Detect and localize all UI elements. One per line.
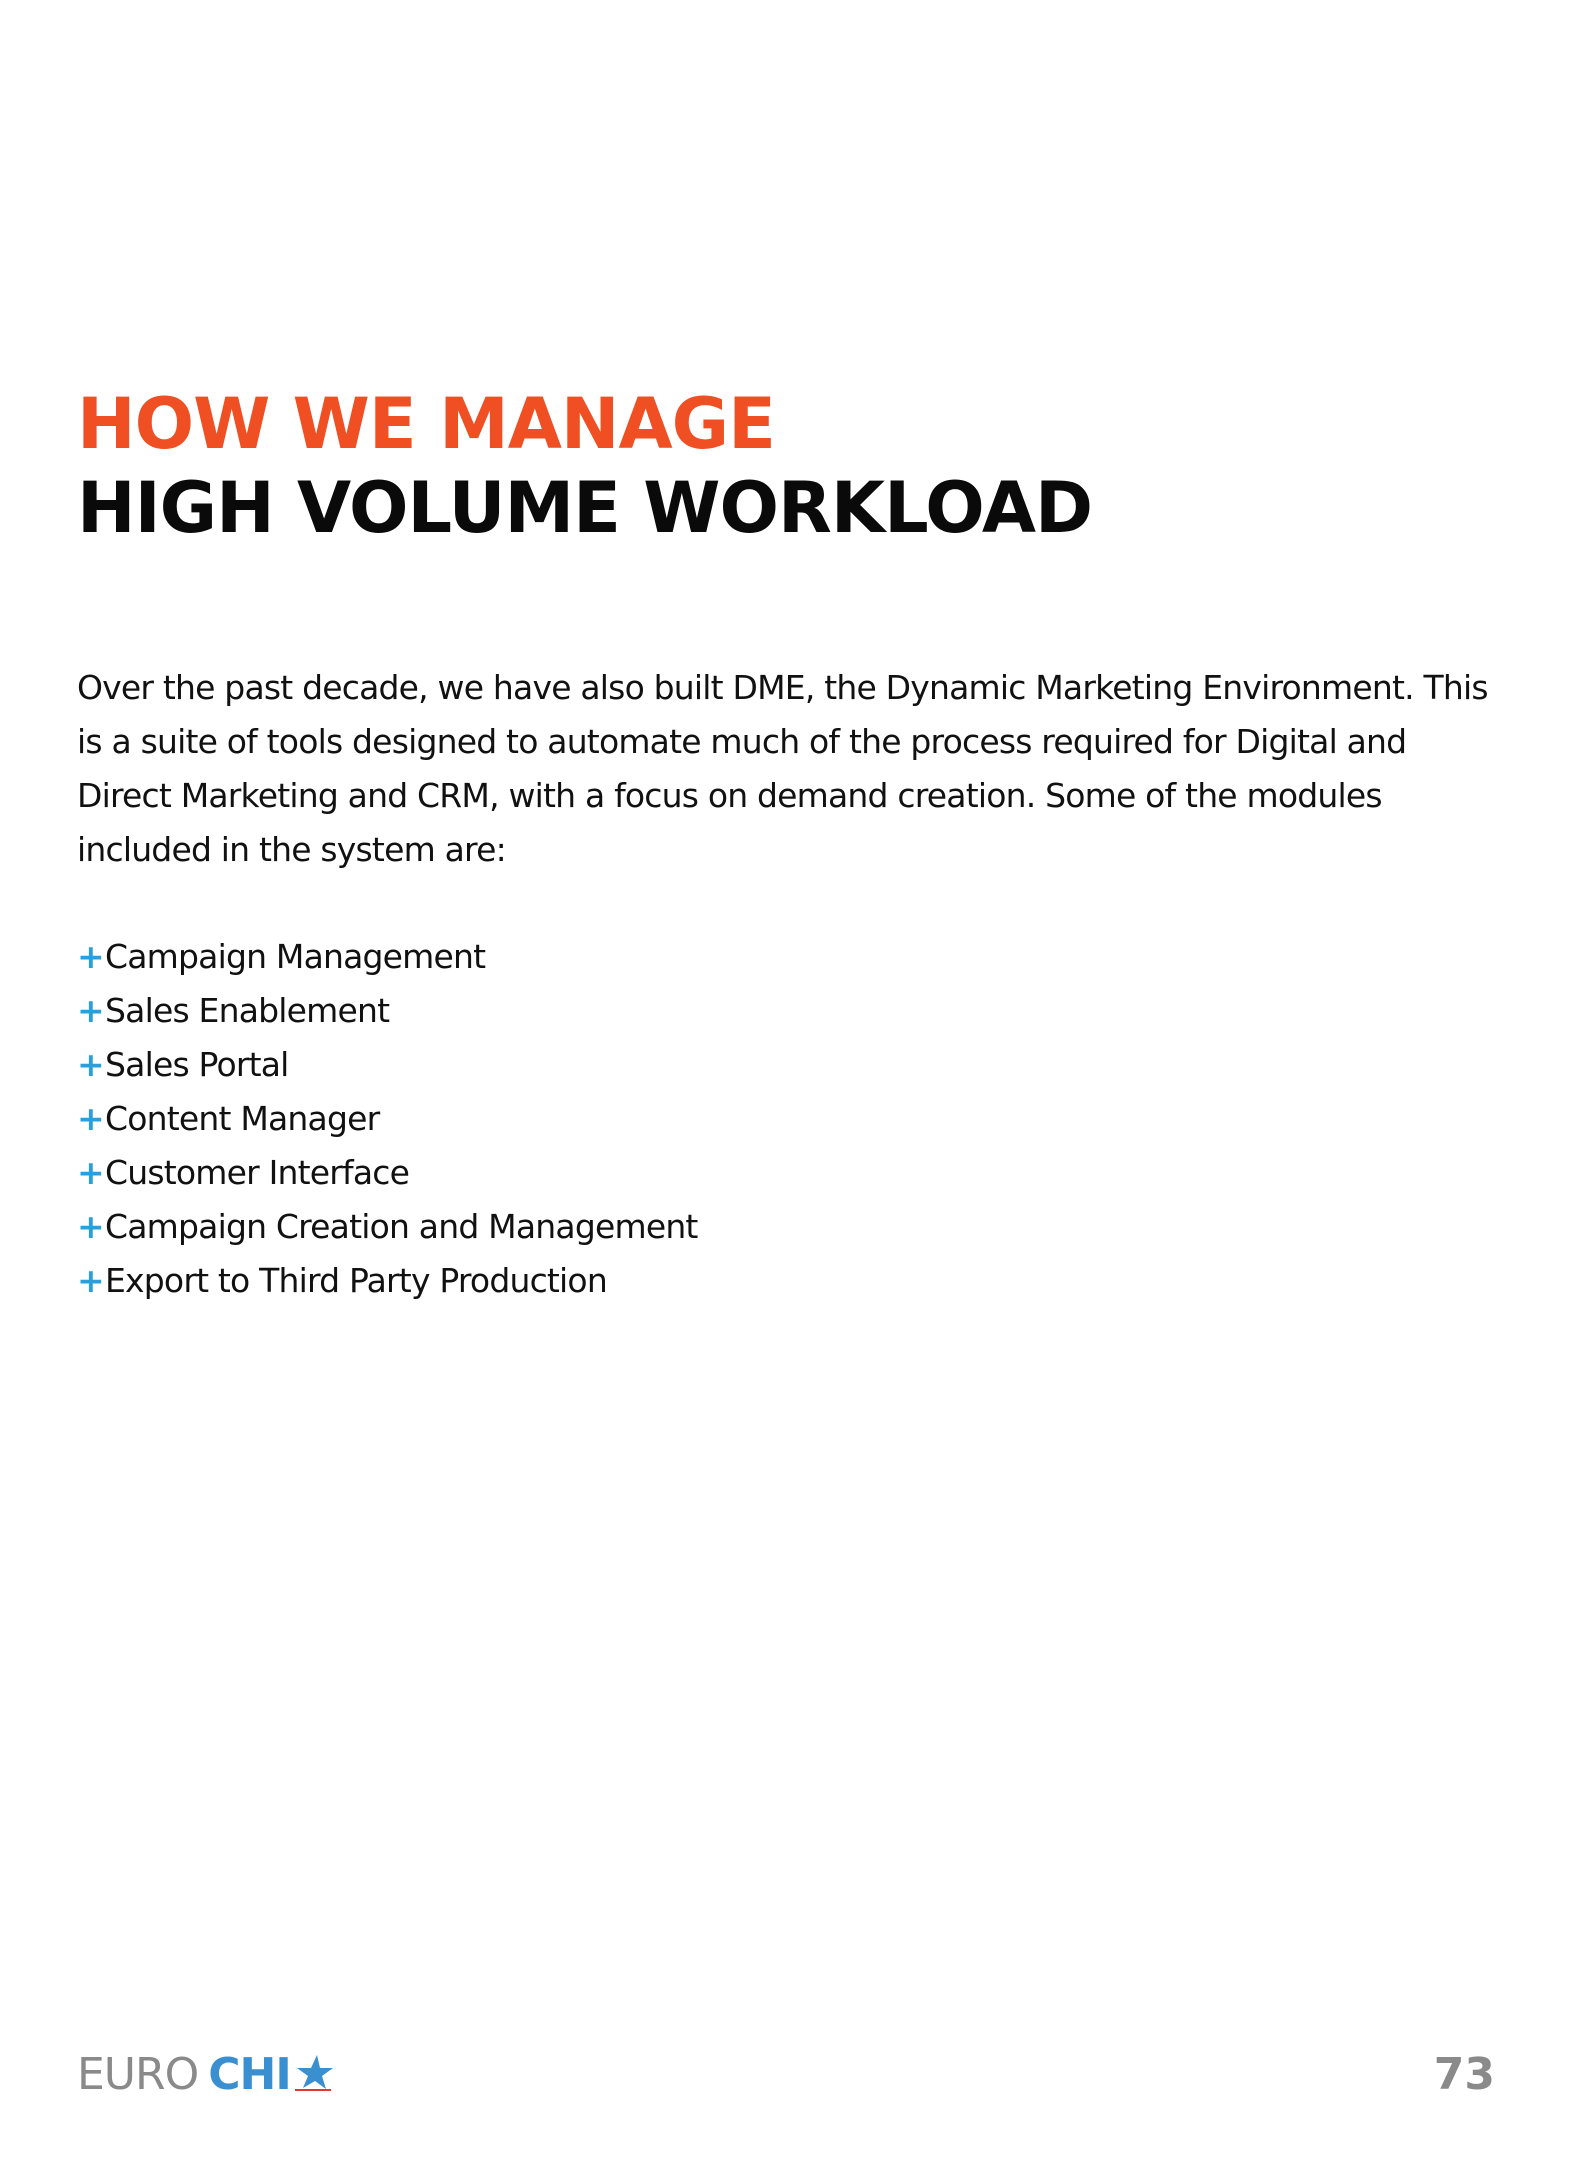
list-item bbox=[77, 1092, 698, 1146]
plus-icon: + bbox=[77, 1045, 104, 1084]
page-heading bbox=[77, 382, 1092, 550]
list-item-label: Sales Enablement bbox=[105, 991, 390, 1030]
plus-icon: + bbox=[77, 1153, 104, 1192]
list-item-label: Export to Third Party Production bbox=[105, 1261, 607, 1300]
star-icon bbox=[293, 2053, 335, 2093]
list-item bbox=[77, 1254, 698, 1308]
plus-icon: + bbox=[77, 1099, 104, 1138]
intro-paragraph: Over the past decade, we have also built DME, the Dynamic Marketing Environment. This is a suite of tools designed to automate much of the process required for Digital and Direct Marketing and CRM, with a focus on demand creation. Some of the modules included in the system are: bbox=[77, 668, 1488, 869]
page-number: 73 bbox=[1433, 2049, 1495, 2100]
list-item bbox=[77, 1200, 698, 1254]
logo-word-euro: EURO bbox=[77, 2049, 199, 2100]
plus-icon: + bbox=[77, 1207, 104, 1246]
list-item-label: Campaign Creation and Management bbox=[105, 1207, 698, 1246]
logo-word-chi: CHI bbox=[208, 2049, 291, 2100]
eurochi-logo bbox=[77, 2045, 335, 2105]
list-item bbox=[77, 1038, 698, 1092]
list-item-label: Campaign Management bbox=[105, 937, 486, 976]
list-item-label: Customer Interface bbox=[105, 1153, 410, 1192]
list-item bbox=[77, 984, 698, 1038]
heading-line-1: HOW WE MANAGE bbox=[77, 383, 775, 465]
modules-list bbox=[77, 930, 698, 1308]
list-item-label: Content Manager bbox=[105, 1099, 380, 1138]
list-item-label: Sales Portal bbox=[105, 1045, 289, 1084]
plus-icon: + bbox=[77, 1261, 104, 1300]
list-item bbox=[77, 1146, 698, 1200]
plus-icon: + bbox=[77, 937, 104, 976]
heading-line-2: HIGH VOLUME WORKLOAD bbox=[77, 467, 1093, 549]
list-item bbox=[77, 930, 698, 984]
plus-icon: + bbox=[77, 991, 104, 1030]
